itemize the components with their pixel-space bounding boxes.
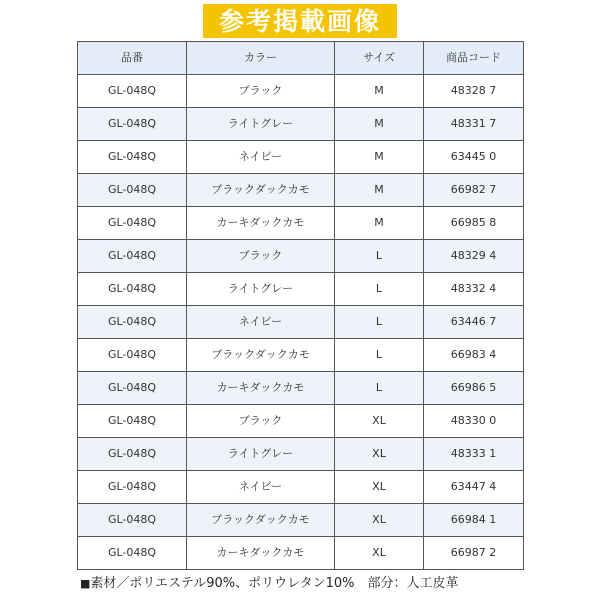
- cell-product-number: GL-048Q: [78, 504, 187, 537]
- cell-size: M: [335, 108, 424, 141]
- cell-size: L: [335, 273, 424, 306]
- table-row: [78, 372, 524, 405]
- cell-size: XL: [335, 504, 424, 537]
- cell-product-code: 66985 8: [424, 207, 524, 240]
- cell-product-code: 63447 4: [424, 471, 524, 504]
- cell-size: XL: [335, 537, 424, 570]
- table-row: [78, 141, 524, 174]
- cell-color: ブラック: [187, 75, 335, 108]
- table-header-row: [78, 42, 524, 75]
- table-row: [78, 405, 524, 438]
- cell-product-number: GL-048Q: [78, 372, 187, 405]
- table-row: [78, 339, 524, 372]
- cell-product-number: GL-048Q: [78, 141, 187, 174]
- cell-product-number: GL-048Q: [78, 537, 187, 570]
- cell-product-code: 66986 5: [424, 372, 524, 405]
- cell-color: ブラックダックカモ: [187, 174, 335, 207]
- cell-color: ライトグレー: [187, 273, 335, 306]
- cell-product-code: 48332 4: [424, 273, 524, 306]
- table-row: [78, 75, 524, 108]
- cell-product-code: 63446 7: [424, 306, 524, 339]
- cell-product-code: 66984 1: [424, 504, 524, 537]
- cell-product-number: GL-048Q: [78, 108, 187, 141]
- cell-size: XL: [335, 405, 424, 438]
- header-product-number: 品番: [78, 42, 187, 75]
- cell-color: ライトグレー: [187, 438, 335, 471]
- cell-size: L: [335, 240, 424, 273]
- cell-product-code: 48331 7: [424, 108, 524, 141]
- cell-product-code: 63445 0: [424, 141, 524, 174]
- cell-product-code: 48328 7: [424, 75, 524, 108]
- table-row: [78, 537, 524, 570]
- table-row: [78, 438, 524, 471]
- cell-color: ネイビー: [187, 306, 335, 339]
- cell-size: L: [335, 339, 424, 372]
- cell-size: XL: [335, 438, 424, 471]
- table-row: [78, 471, 524, 504]
- cell-product-number: GL-048Q: [78, 471, 187, 504]
- table-row: [78, 174, 524, 207]
- table-row: [78, 108, 524, 141]
- cell-product-number: GL-048Q: [78, 174, 187, 207]
- cell-size: L: [335, 306, 424, 339]
- cell-color: ブラック: [187, 240, 335, 273]
- table-row: [78, 207, 524, 240]
- header-size: サイズ: [335, 42, 424, 75]
- cell-size: L: [335, 372, 424, 405]
- square-bullet-icon: ■: [80, 577, 91, 590]
- cell-color: ライトグレー: [187, 108, 335, 141]
- cell-product-number: GL-048Q: [78, 339, 187, 372]
- cell-product-code: 48330 0: [424, 405, 524, 438]
- cell-product-code: 48329 4: [424, 240, 524, 273]
- table-row: [78, 273, 524, 306]
- cell-product-number: GL-048Q: [78, 438, 187, 471]
- cell-size: M: [335, 207, 424, 240]
- reference-image-banner: [203, 4, 397, 38]
- table-row: [78, 504, 524, 537]
- header-color: カラー: [187, 42, 335, 75]
- cell-color: カーキダックカモ: [187, 537, 335, 570]
- cell-size: M: [335, 75, 424, 108]
- cell-product-code: 48333 1: [424, 438, 524, 471]
- material-footnote: [80, 576, 459, 592]
- cell-color: カーキダックカモ: [187, 207, 335, 240]
- cell-size: XL: [335, 471, 424, 504]
- table-row: [78, 240, 524, 273]
- material-text: 素材／ポリエステル90%、ポリウレタン10% 部分：人工皮革: [90, 576, 459, 591]
- cell-color: ネイビー: [187, 471, 335, 504]
- cell-product-number: GL-048Q: [78, 240, 187, 273]
- cell-color: ブラックダックカモ: [187, 504, 335, 537]
- cell-color: ブラックダックカモ: [187, 339, 335, 372]
- table-row: [78, 306, 524, 339]
- cell-product-code: 66983 4: [424, 339, 524, 372]
- cell-color: ブラック: [187, 405, 335, 438]
- cell-size: M: [335, 141, 424, 174]
- cell-product-number: GL-048Q: [78, 75, 187, 108]
- cell-product-number: GL-048Q: [78, 306, 187, 339]
- product-spec-table: [77, 41, 524, 570]
- cell-color: ネイビー: [187, 141, 335, 174]
- banner-title: 参考掲載画像: [218, 6, 381, 36]
- cell-product-number: GL-048Q: [78, 273, 187, 306]
- cell-product-number: GL-048Q: [78, 405, 187, 438]
- cell-product-code: 66982 7: [424, 174, 524, 207]
- cell-color: カーキダックカモ: [187, 372, 335, 405]
- cell-size: M: [335, 174, 424, 207]
- cell-product-code: 66987 2: [424, 537, 524, 570]
- table-body: [78, 75, 524, 570]
- cell-product-number: GL-048Q: [78, 207, 187, 240]
- header-product-code: 商品コード: [424, 42, 524, 75]
